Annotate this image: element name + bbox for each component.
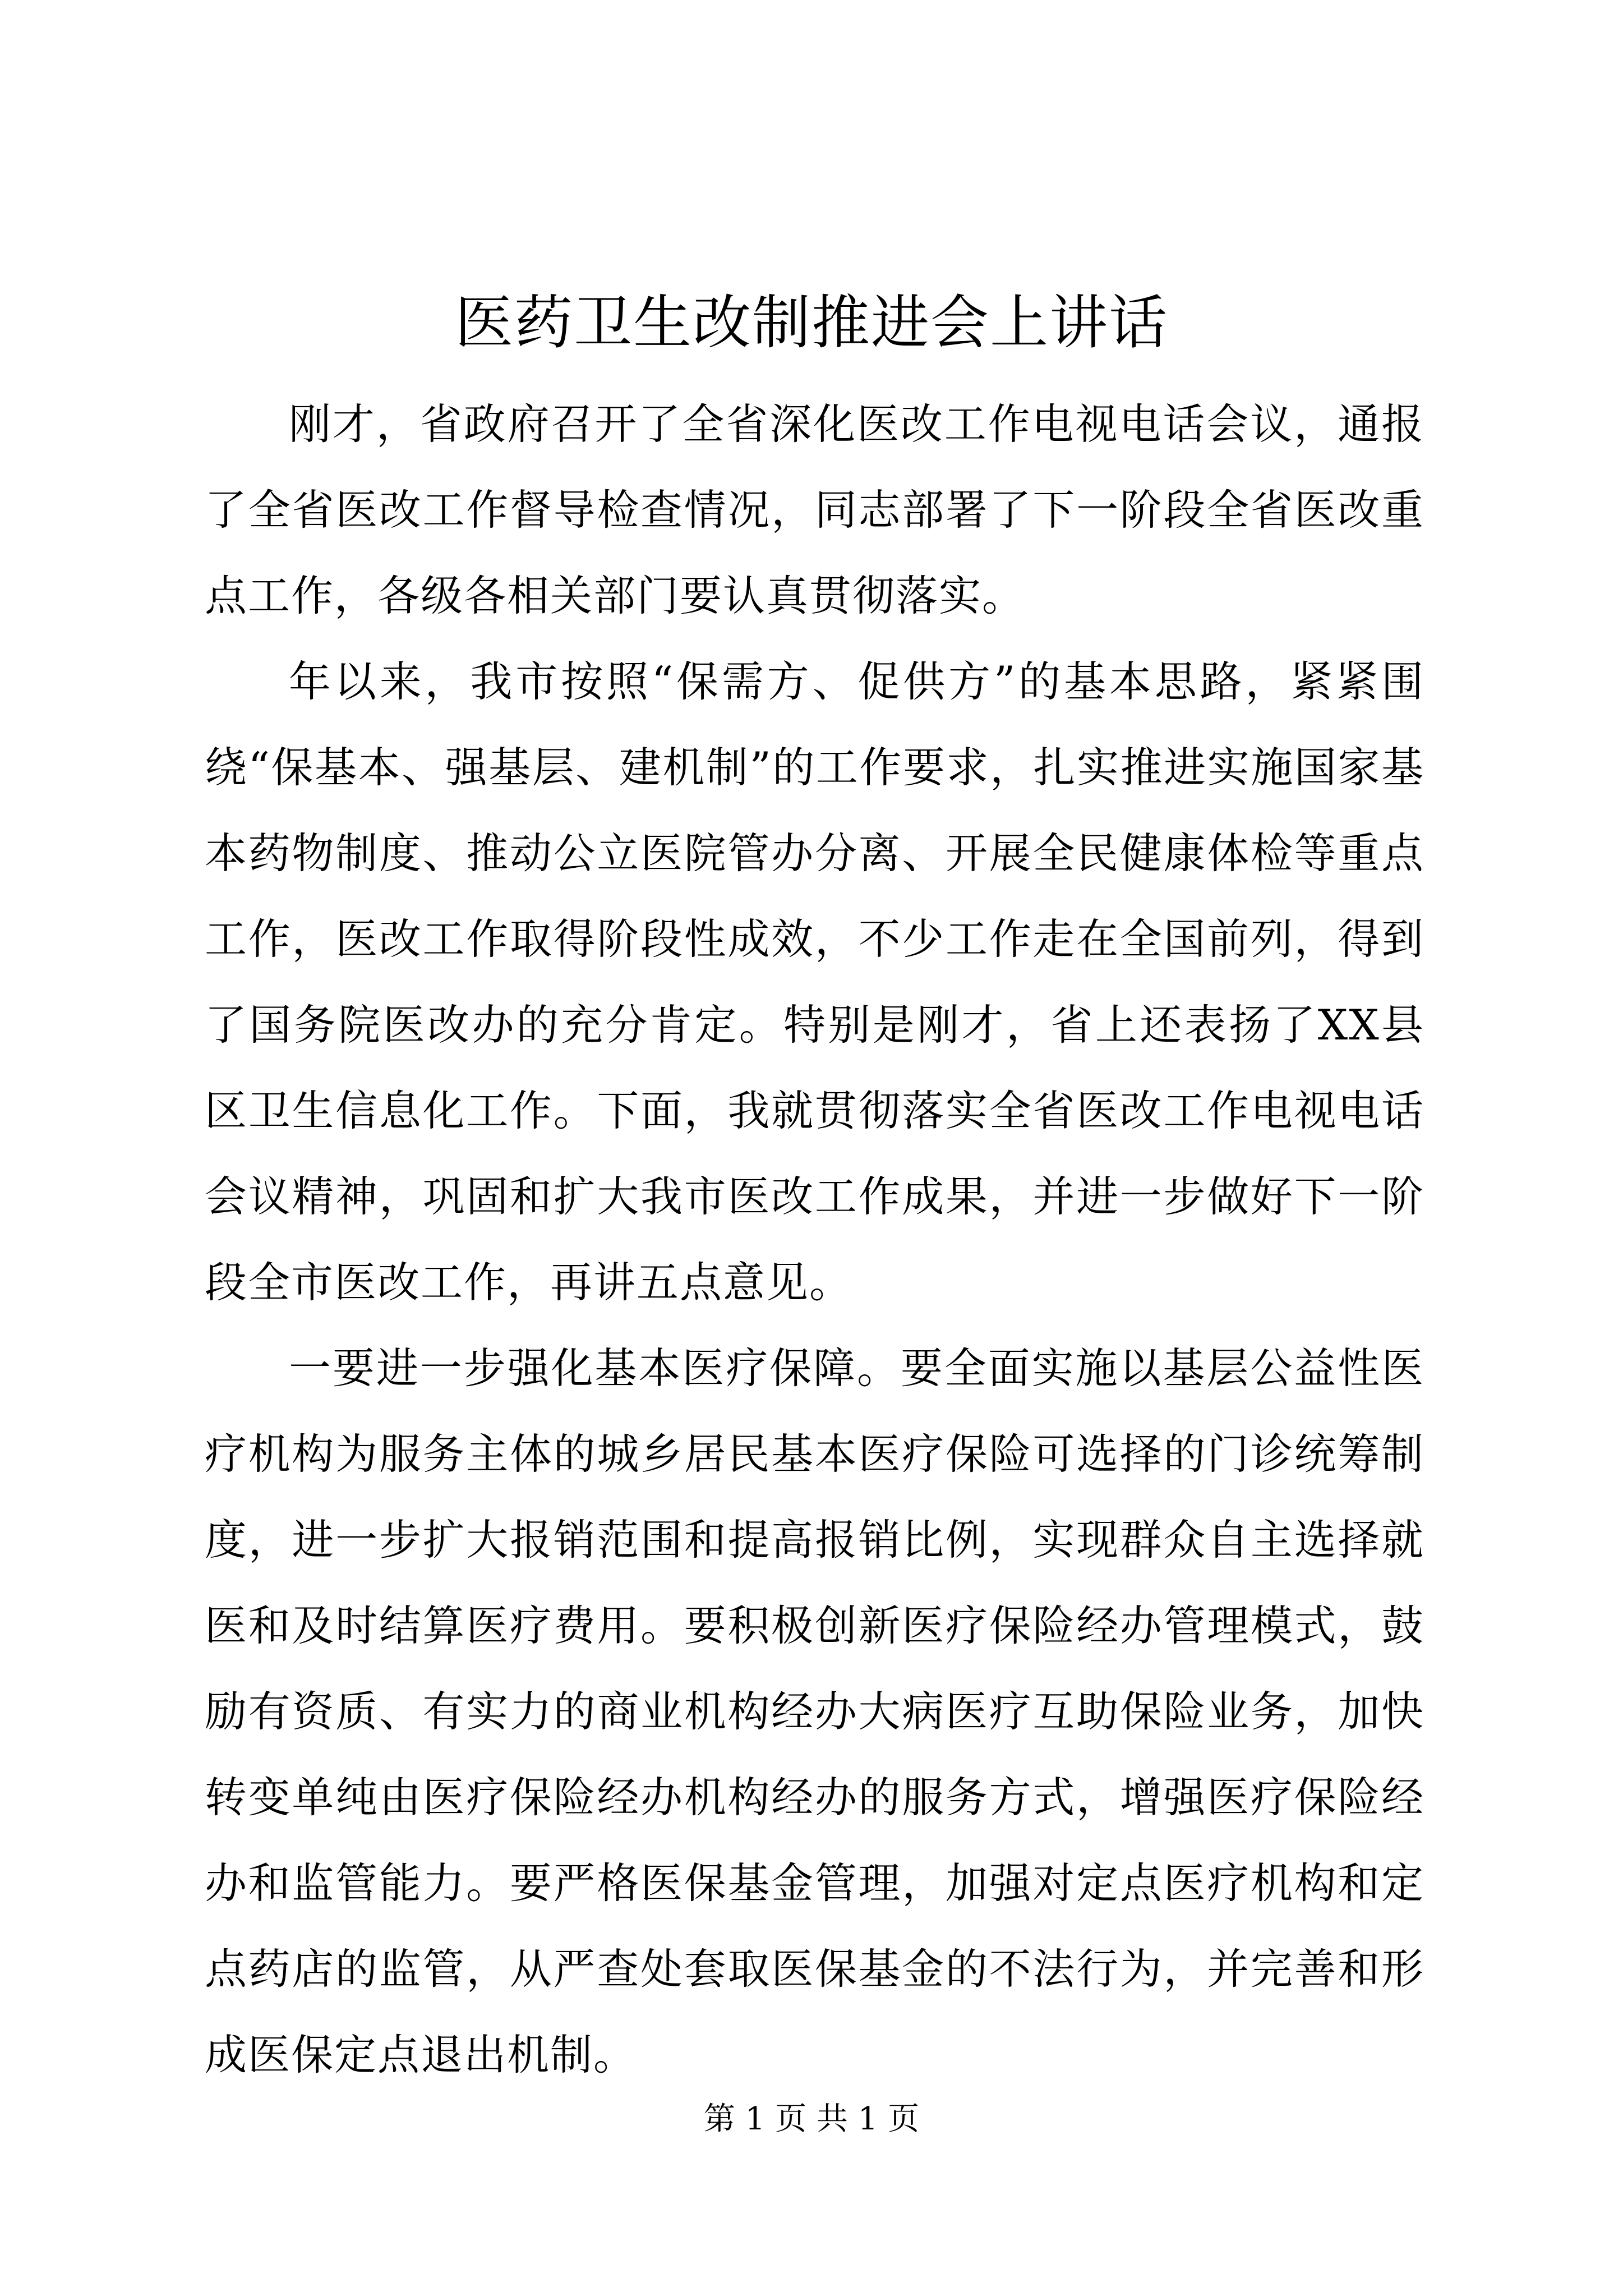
document-body — [205, 381, 1424, 2098]
document-title: 医药卫生改制推进会上讲话 — [454, 288, 1168, 357]
paragraph-1: 刚才，省政府召开了全省深化医改工作电视电话会议，通报了全省医改工作督导检查情况，同志部署了下一阶段全省医改重点工作，各级各相关部门要认真贯彻落实。 — [205, 399, 1424, 620]
paragraph-3: 一要进一步强化基本医疗保障。要全面实施以基层公益性医疗机构为服务主体的城乡居民基本医疗保险可选择的门诊统筹制度，进一步扩大报销范围和提高报销比例，实现群众自主选择就医和及时结算医疗费用。要积极创新医疗保险经办管理模式，鼓励有资质、有实力的商业机构经办大病医疗互助保险业务，加快转变单纯由医疗保险经办机构经办的服务方式，增强医疗保险经办和监管能力。要严格医保基金管理，加强对定点医疗机构和定点药店的监管，从严查处套取医保基金的不法行为，并完善和形成医保定点退出机制。 — [205, 1343, 1424, 2079]
paragraph-2: 年以来，我市按照“保需方、促供方”的基本思路，紧紧围绕“保基本、强基层、建机制”的工作要求，扎实推进实施国家基本药物制度、推动公立医院管办分离、开展全民健康体检等重点工作，医改工作取得阶段性成效，不少工作走在全国前列，得到了国务院医改办的充分肯定。特别是刚才，省上还表扬了XX县区卫生信息化工作。下面，我就贯彻落实全省医改工作电视电话会议精神，巩固和扩大我市医改工作成果，并进一步做好下一阶段全市医改工作，再讲五点意见。 — [205, 657, 1424, 1307]
page-footer: 第 1 页 共 1 页 — [703, 2101, 920, 2137]
